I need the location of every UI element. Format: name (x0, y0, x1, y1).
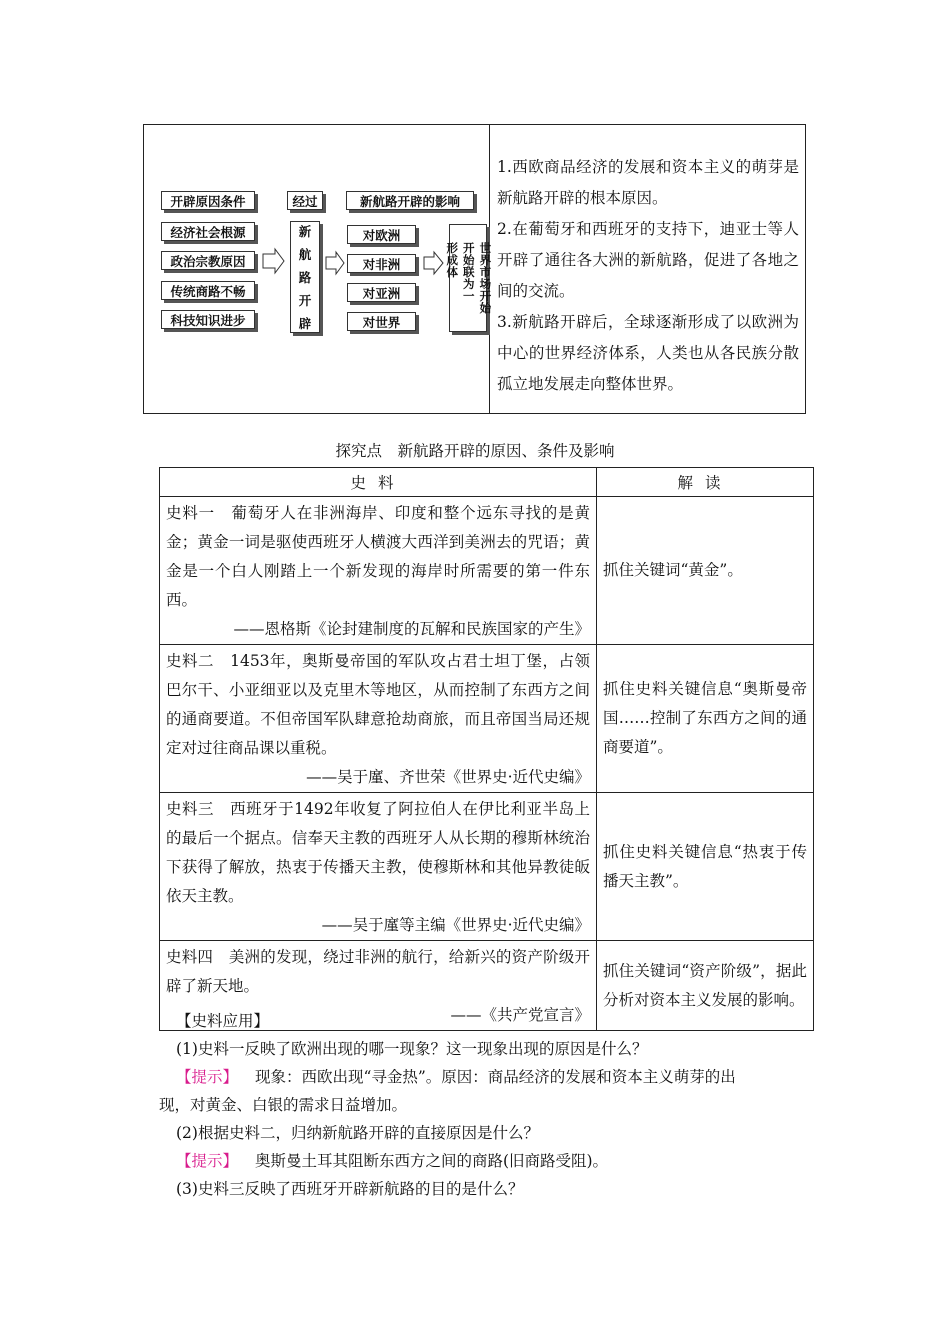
hint-label: 【提示】 (176, 1152, 239, 1170)
cause-label: 经济社会根源 (170, 224, 246, 240)
source-text: 史料二 1453年，奥斯曼帝国的军队攻占君士坦丁堡，占领巴尔干、小亚细亚以及克里木等地区，从而控制了东西方之间的通商要道。不但帝国军队肆意抢劫商旅，而且帝国当局还规定对过往商品课以重税。 (166, 652, 590, 757)
source-cell (160, 645, 597, 793)
source-text: 史料一 葡萄牙人在非洲海岸、印度和整个远东寻找的是黄金；黄金一词是驱使西班牙人横渡大西洋到美洲去的咒语；黄金是一个白人刚踏上一个新发现的海岸时所需要的第一件东西。 (166, 504, 590, 609)
process-char: 开 (298, 292, 312, 308)
source-text: 史料三 西班牙于1492年收复了阿拉伯人在伊比利亚半岛上的最后一个据点。信奉天主教的西班牙人从长期的穆斯林统治下获得了解放，热衷于传播天主教，使穆斯林和其他异教徒皈依天主教。 (166, 800, 590, 905)
reading-cell: 抓住关键词“资产阶级”，据此分析对资本主义发展的影响。 (597, 941, 814, 1031)
answer-2 (176, 1151, 608, 1171)
sources-table (159, 467, 814, 1031)
table-row (160, 793, 814, 941)
source-citation: ——吴于廑等主编《世界史·近代史编》 (321, 916, 590, 934)
table-header-row (160, 468, 814, 497)
cause-label: 科技知识进步 (170, 312, 246, 328)
summary-point: 3.新航路开辟后，全球逐渐形成了以欧洲为中心的世界经济体系，人类也从各民族分散孤立地发展走向整体世界。 (497, 313, 799, 393)
effect-label: 对世界 (362, 314, 401, 330)
causes-header: 开辟原因条件 (170, 193, 246, 209)
source-cell (160, 497, 597, 645)
reading-cell: 抓住史料关键信息“奥斯曼帝国……控制了东西方之间的通商要道”。 (597, 645, 814, 793)
effect-label: 对非洲 (362, 256, 401, 272)
source-citation: ——《共产党宣言》 (450, 1006, 590, 1024)
source-cell (160, 793, 597, 941)
hint-label: 【提示】 (176, 1068, 239, 1086)
process-char: 路 (298, 269, 312, 285)
reading-cell: 抓住史料关键信息“热衷于传播天主教”。 (597, 793, 814, 941)
cause-label: 政治宗教原因 (170, 253, 246, 269)
summary-points (497, 152, 799, 400)
result-char: 体 (445, 266, 460, 278)
source-citation: ——恩格斯《论封建制度的瓦解和民族国家的产生》 (233, 620, 590, 638)
answer-text: 现象：西欧出现“寻金热”。原因：商品经济的发展和资本主义萌芽的出 (254, 1068, 736, 1086)
answer-1 (176, 1067, 736, 1087)
result-char: 形成 (445, 242, 460, 266)
answer-text: 奥斯曼土耳其阻断东西方之间的商路(旧商路受阻)。 (254, 1152, 609, 1170)
application-heading: 【史料应用】 (176, 1012, 270, 1030)
source-text: 史料四 美洲的发现，绕过非洲的航行，给新兴的资产阶级开辟了新天地。 (166, 948, 590, 995)
arrow-right-icon (326, 252, 344, 274)
source-citation: ——吴于廑、齐世荣《世界史·近代史编》 (306, 768, 590, 786)
question-2: (2)根据史料二，归纳新航路开辟的直接原因是什么？ (176, 1124, 539, 1142)
answer-1-continued: 现，对黄金、白银的需求日益增加。 (159, 1096, 408, 1114)
effect-label: 对欧洲 (362, 227, 401, 243)
result-char: 开始联为一 (461, 242, 476, 302)
summary-point: 1.西欧商品经济的发展和资本主义的萌芽是新航路开辟的根本原因。 (497, 158, 799, 207)
process-char: 新 (298, 223, 312, 239)
process-char: 航 (298, 246, 312, 262)
question-1: (1)史料一反映了欧洲出现的哪一现象？这一现象出现的原因是什么？ (176, 1040, 648, 1058)
arrow-right-icon (263, 249, 284, 273)
summary-point: 2.在葡萄牙和西班牙的支持下，迪亚士等人开辟了通往各大洲的新航路，促进了各地之间的交流。 (497, 220, 799, 300)
header-reading: 解读 (597, 468, 814, 497)
reading-cell: 抓住关键词“黄金”。 (597, 497, 814, 645)
process-header: 经过 (292, 193, 318, 209)
result-char: 世界市场开始 (478, 242, 493, 314)
table-row (160, 645, 814, 793)
header-source: 史料 (160, 468, 597, 497)
question-3: (3)史料三反映了西班牙开辟新航路的目的是什么？ (176, 1180, 524, 1198)
effects-header: 新航路开辟的影响 (359, 193, 460, 209)
effect-label: 对亚洲 (362, 285, 401, 301)
investigation-title: 探究点 新航路开辟的原因、条件及影响 (335, 442, 615, 460)
cause-label: 传统商路不畅 (170, 283, 246, 299)
diagram-arrows (0, 0, 950, 420)
process-char: 辟 (298, 315, 312, 331)
table-row (160, 497, 814, 645)
arrow-right-icon (424, 252, 443, 274)
